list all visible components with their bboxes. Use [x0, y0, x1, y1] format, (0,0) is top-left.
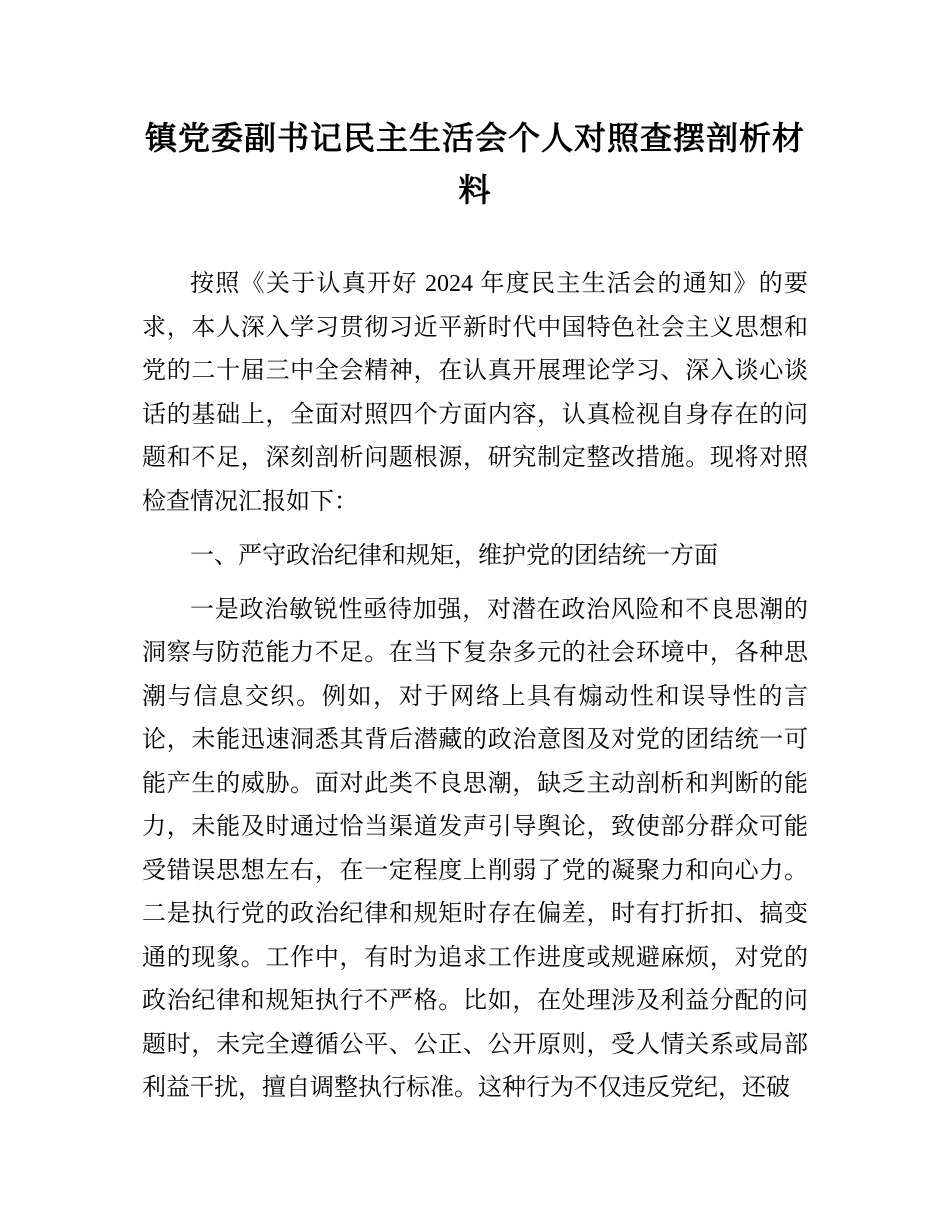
document-body	[142, 263, 808, 1111]
section-heading: 一、严守政治纪律和规矩，维护党的团结统一方面	[190, 542, 718, 569]
section-body-paragraph: 一是政治敏锐性亟待加强，对潜在政治风险和不良思潮的洞察与防范能力不足。在当下复杂多元的社会环境中，各种思潮与信息交织。例如，对于网络上具有煽动性和误导性的言论，未能迅速洞悉其背后潜藏的政治意图及对党的团结统一可能产生的威胁。面对此类不良思潮，缺乏主动剖析和判断的能力，未能及时通过恰当渠道发声引导舆论，致使部分群众可能受错误思想左右，在一定程度上削弱了党的凝聚力和向心力。二是执行党的政治纪律和规矩时存在偏差，时有打折扣、搞变通的现象。工作中，有时为追求工作进度或规避麻烦，对党的政治纪律和规矩执行不严格。比如，在处理涉及利益分配的问题时，未完全遵循公平、公正、公开原则，受人情关系或局部利益干扰，擅自调整执行标准。这种行为不仅违反党纪，还破	[142, 596, 808, 1101]
intro-paragraph: 按照《关于认真开好 2024 年度民主生活会的通知》的要求，本人深入学习贯彻习近平新时代中国特色社会主义思想和党的二十届三中全会精神，在认真开展理论学习、深入谈心谈话的基础上，全面对照四个方面内容，认真检视自身存在的问题和不足，深刻剖析问题根源，研究制定整改措施。现将对照检查情况汇报如下：	[142, 271, 808, 515]
document-title: 镇党委副书记民主生活会个人对照查摆剖析材料	[144, 120, 805, 208]
